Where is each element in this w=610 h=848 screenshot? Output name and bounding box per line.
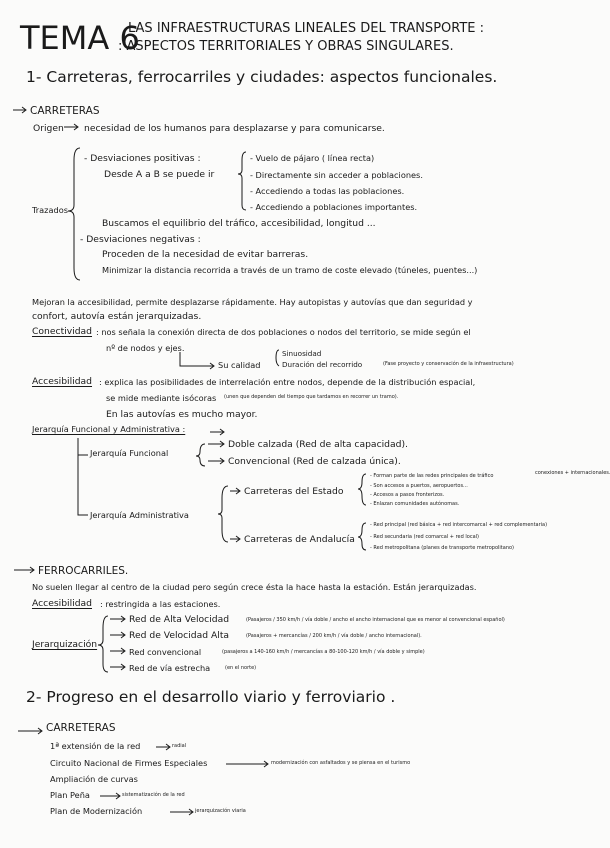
estado-item-3: - Accesos a pasos fronterizos. [370, 492, 445, 498]
rail-row-1-name: Red de Alta Velocidad [129, 614, 230, 625]
carreteras-estado: Carreteras del Estado [244, 486, 344, 497]
carreteras-andalucia: Carreteras de Andalucía [244, 534, 355, 545]
conectividad-label: Conectividad [32, 326, 93, 337]
rail-row-1-detail: (Pasajeros / 350 km/h / vía doble / ancho el ancho internacional que es menor al convencional español) [246, 617, 505, 623]
mejoran-line-1: Mejoran la accesibilidad, permite desplazarse rápidamente. Hay autopistas y autovías que dan seguridad y [32, 297, 473, 307]
section-1-heading: 1- Carreteras, ferrocarriles y ciudades: aspectos funcionales. [26, 68, 498, 86]
trazados-bracket [68, 148, 80, 280]
estado-note: conexiones + internacionales. [535, 470, 610, 476]
ferro-accesibilidad-label: Accesibilidad [32, 598, 93, 609]
ferrocarriles-text: No suelen llegar al centro de la ciudad pero según crece ésta la hace hasta la estación. Están jerarquizadas. [32, 582, 477, 592]
autovias-text: En las autovías es mucho mayor. [106, 409, 258, 420]
trazados-label: Trazados [32, 205, 68, 215]
progress-note-2: modernización con asfaltados y se piensa en el turismo [271, 760, 411, 766]
conectividad-text: : nos señala la conexión directa de dos poblaciones o nodos del territorio, se mide según el [96, 327, 471, 337]
rail-row-3-detail: (pasajeros a 140-160 km/h / mercancías a 80-100-120 km/h / vía doble y simple) [222, 649, 425, 655]
section-2-carreteras-label: CARRETERAS [46, 722, 116, 734]
progress-item-2: Circuito Nacional de Firmes Especiales [50, 758, 208, 768]
accesibilidad-label: Accesibilidad [32, 376, 93, 387]
doble-calzada: Doble calzada (Red de alta capacidad). [228, 439, 408, 450]
progress-item-3: Ampliación de curvas [50, 774, 138, 784]
duracion-note: (Fase proyecto y conservación de la infraestructura) [383, 361, 514, 367]
section-2-heading: 2- Progreso en el desarrollo viario y ferroviario . [26, 688, 396, 706]
jerarquizacion-bracket [98, 616, 108, 672]
jerarquizacion-label: Jerarquización [32, 639, 98, 650]
estado-item-2: - Son accesos a puertos, aeropuertos... [370, 483, 468, 489]
desde-a-b: Desde A a B se puede ir [104, 169, 215, 180]
isocoras-text: se mide mediante isócoras [106, 393, 217, 403]
rail-row-3-name: Red convencional [129, 647, 202, 657]
tema-number: TEMA 6 [20, 19, 140, 57]
funcional-bracket [196, 444, 205, 466]
jerarquia-administrativa: Jerarquía Administrativa [90, 510, 189, 520]
option-4: - Accediendo a poblaciones importantes. [250, 202, 418, 212]
progress-item-4: Plan Peña [50, 790, 90, 800]
admin-bracket [218, 486, 228, 542]
negativas-2: Minimizar la distancia recorrida a través de un tramo de coste elevado (túneles, puentes...) [102, 265, 478, 275]
conectividad-text-2: nº de nodos y ejes. [106, 343, 185, 353]
option-1: - Vuelo de pájaro ( línea recta) [250, 153, 375, 163]
accesibilidad-text: : explica las posibilidades de interrelación entre nodos, depende de la distribución espacial, [99, 377, 476, 387]
rail-row-2-detail: (Pasajeros + mercancías / 200 km/h / vía doble / ancho internacional). [246, 633, 422, 639]
rail-row-2-name: Red de Velocidad Alta [129, 630, 230, 641]
progress-item-1: 1ª extensión de la red [50, 741, 141, 751]
desviaciones-negativas: - Desviaciones negativas : [80, 234, 201, 245]
andalucia-item-1: - Red principal (red básica + red intercomarcal + red complementaria) [370, 522, 548, 528]
arrow-calidad [180, 352, 214, 366]
negativas-1: Proceden de la necesidad de evitar barreras. [102, 249, 309, 260]
origen-text: necesidad de los humanos para desplazarse y para comunicarse. [84, 123, 385, 134]
ferro-accesibilidad-text: : restringida a las estaciones. [100, 599, 221, 609]
progress-item-5: Plan de Modernización [50, 806, 143, 816]
options-bracket [238, 152, 246, 210]
estado-item-4: - Enlazan comunidades autónomas. [370, 501, 460, 507]
mejoran-line-2: confort, autovía están jerarquizadas. [32, 311, 202, 322]
jerarquia-label: Jerarquía Funcional y Administrativa : [32, 424, 186, 434]
option-3: - Accediendo a todas las poblaciones. [250, 186, 405, 196]
carreteras-label: CARRETERAS [30, 105, 100, 117]
progress-note-5: jerarquización viaria [195, 808, 246, 814]
option-2: - Directamente sin acceder a poblaciones. [250, 170, 423, 180]
jerarquia-line [78, 438, 88, 515]
estado-item-1: - Forman parte de las redes principales de tráfico [370, 473, 494, 479]
su-calidad: Su calidad [218, 360, 261, 370]
rail-row-4-detail: (en el norte) [225, 665, 257, 671]
andalucia-item-3: - Red metropolitana (planes de transporte metropolitano) [370, 545, 515, 551]
andalucia-item-2: - Red secundaria (red comarcal + red local) [370, 534, 479, 540]
rail-row-4-name: Red de vía estrecha [129, 663, 211, 673]
calidad-bracket [276, 350, 279, 366]
progress-note-1: radial [172, 743, 187, 749]
sinuosidad: Sinuosidad [282, 349, 322, 358]
duracion-recorrido: Duración del recorrido [282, 360, 363, 369]
isocoras-note: (unen que dependen del tiempo que tardamos en recorrer un tramo). [224, 394, 399, 400]
progress-note-4: sistematización de la red [122, 792, 185, 798]
origen-label: Origen [33, 123, 64, 134]
title-line-2: : ASPECTOS TERRITORIALES Y OBRAS SINGULARES. [118, 39, 454, 54]
desviaciones-positivas: - Desviaciones positivas : [84, 153, 201, 164]
buscamos-text: Buscamos el equilibrio del tráfico, accesibilidad, longitud ... [102, 218, 376, 229]
jerarquia-funcional: Jerarquía Funcional [90, 448, 169, 458]
title-line-1: LAS INFRAESTRUCTURAS LINEALES DEL TRANSPORTE : [128, 21, 485, 36]
convencional: Convencional (Red de calzada única). [228, 456, 401, 467]
ferrocarriles-label: FERROCARRILES. [38, 565, 129, 577]
